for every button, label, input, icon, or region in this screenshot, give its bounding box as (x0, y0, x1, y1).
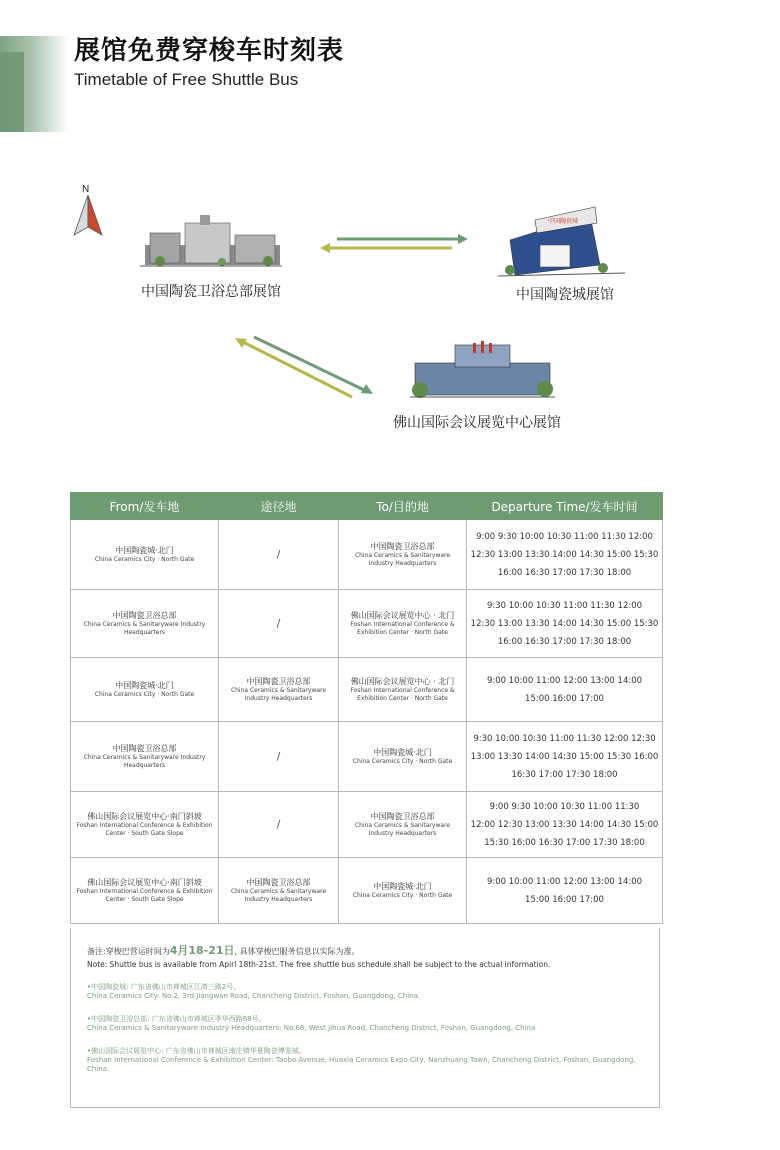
address-zh: •中国陶瓷卫浴总部: 广东省佛山市禅城区季华西路68号。 (87, 1015, 266, 1023)
header-via: 途径地 (219, 493, 339, 520)
to-cell (339, 858, 467, 924)
time-line: 9:30 10:00 10:30 11:00 11:30 12:00 (486, 600, 643, 611)
via-zh: / (276, 548, 281, 561)
times-cell (467, 590, 663, 658)
from-cell (71, 792, 219, 858)
times-cell (467, 722, 663, 792)
address-block (87, 1047, 643, 1074)
time-line: 9:00 9:30 10:00 10:30 11:00 11:30 (489, 801, 640, 812)
from-cell (71, 722, 219, 792)
header-departure-time: Departure Time/发车时间 (467, 493, 663, 520)
compass-icon (74, 195, 102, 235)
to-en: China Ceramics & Sanitaryware Industry Headquarters (354, 551, 451, 567)
from-cell (71, 858, 219, 924)
address-block (87, 983, 643, 1001)
to-en: China Ceramics City · North Gate (352, 757, 453, 765)
to-cell (339, 520, 467, 590)
notes-box (70, 928, 660, 1108)
time-line: 12:30 13:00 13:30 14:00 14:30 15:00 15:30 (470, 549, 659, 560)
from-zh: 中国陶瓷城·北门 (115, 545, 174, 555)
address-en: Foshan International Conference & Exhibition Center: Taobo Avenue, Huaxia Ceramics Expo City, Nanzhuang Town, Chancheng District, Foshan, Guangdong, China. (87, 1056, 636, 1073)
time-line: 13:00 13:30 14:00 14:30 15:00 15:30 16:00 (470, 751, 659, 762)
address-zh: •佛山国际会议展览中心: 广东省佛山市禅城区南庄镇华夏陶瓷博览城。 (87, 1047, 306, 1055)
to-zh: 佛山国际会议展览中心 · 北门 (350, 676, 455, 686)
via-zh: 中国陶瓷卫浴总部 (246, 676, 311, 686)
via-cell (219, 858, 339, 924)
address-en: China Ceramics & Sanitaryware Industry Headquarters: No.68, West Jihua Road, Chancheng District, Foshan, Guangdong, China (87, 1024, 536, 1032)
to-zh: 中国陶瓷卫浴总部 (370, 811, 435, 821)
header-from: From/发车地 (71, 493, 219, 520)
note-en: Note: Shuttle bus is available from Apirl 18th-21st. The free shuttle bus schedule shall be subject to the actual information. (87, 960, 551, 969)
time-line: 12:00 12:30 13:00 13:30 14:00 14:30 15:00 (470, 819, 659, 830)
from-cell (71, 590, 219, 658)
time-line: 9:00 9:30 10:00 10:30 11:00 11:30 12:00 (476, 531, 653, 542)
from-en: China Ceramics City · North Gate (94, 555, 195, 563)
table-row (71, 520, 663, 590)
address-zh: •中国陶瓷城: 广东省佛山市禅城区江湾三路2号。 (87, 983, 241, 991)
route-map-graphic (0, 175, 780, 445)
address-en: China Ceramics City: No.2, 3rd Jiangwan Road, Chancheng District, Foshan, Guangdong, China. (87, 992, 421, 1000)
to-en: Foshan International Conference & Exhibition Center · North Gate (350, 620, 455, 636)
place-foshan-label: 佛山国际会议展览中心展馆 (393, 415, 561, 431)
table-row (71, 722, 663, 792)
to-cell (339, 658, 467, 722)
time-line: 16:00 16:30 17:00 17:30 18:00 (497, 567, 632, 578)
time-line: 16:00 16:30 17:00 17:30 18:00 (497, 636, 632, 647)
arrow-hq-to-city (337, 234, 468, 244)
from-en: Foshan International Conference & Exhibition Center · South Gate Slope (76, 821, 213, 837)
times-cell (467, 858, 663, 924)
header-accent-bar (0, 52, 24, 132)
place-city-label: 中国陶瓷城展馆 (516, 287, 614, 303)
via-zh: / (276, 750, 281, 763)
via-zh: 中国陶瓷卫浴总部 (246, 877, 311, 887)
to-zh: 中国陶瓷卫浴总部 (370, 541, 435, 551)
from-zh: 中国陶瓷城·北门 (115, 680, 174, 690)
note-zh-prefix: 备注:穿梭巴营运时间为 (87, 947, 170, 956)
table-header-row (71, 493, 663, 520)
page-title-zh: 展馆免费穿梭车时刻表 (74, 36, 345, 66)
table-row (71, 658, 663, 722)
to-en: Foshan International Conference & Exhibition Center · North Gate (350, 686, 455, 702)
via-cell (219, 658, 339, 722)
note-zh (87, 942, 643, 958)
address-block (87, 1015, 643, 1033)
arrow-city-to-hq (320, 243, 452, 253)
from-cell (71, 658, 219, 722)
time-line: 15:30 16:00 16:30 17:00 17:30 18:00 (484, 837, 645, 848)
to-zh: 佛山国际会议展览中心 · 北门 (350, 610, 455, 620)
from-en: Foshan International Conference & Exhibition Center · South Gate Slope (76, 887, 213, 903)
via-cell (219, 520, 339, 590)
to-cell (339, 792, 467, 858)
time-line: 9:00 10:00 11:00 12:00 13:00 14:00 (486, 876, 643, 887)
time-line: 16:30 17:00 17:30 18:00 (511, 769, 618, 780)
to-cell (339, 590, 467, 658)
via-cell (219, 792, 339, 858)
arrow-hq-to-foshan (254, 337, 373, 394)
times-cell (467, 520, 663, 590)
from-zh: 中国陶瓷卫浴总部 (112, 743, 177, 753)
from-zh: 中国陶瓷卫浴总部 (112, 610, 177, 620)
timetable-table (70, 492, 663, 924)
time-line: 15:00 16:00 17:00 (525, 693, 604, 704)
via-cell (219, 722, 339, 792)
times-cell (467, 658, 663, 722)
from-zh: 佛山国际会议展览中心·南门斜坡 (87, 811, 202, 821)
hq-building-icon (140, 215, 282, 266)
to-en: China Ceramics City · North Gate (352, 891, 453, 899)
table-row (71, 858, 663, 924)
ceramics-city-sign: 中国陶瓷城 (548, 218, 579, 225)
from-en: China Ceramics City · North Gate (94, 690, 195, 698)
via-en: China Ceramics & Sanitaryware Industry Headquarters (230, 887, 327, 903)
time-line: 9:00 10:00 11:00 12:00 13:00 14:00 (486, 675, 643, 686)
ceramics-city-building-icon (498, 207, 625, 276)
place-hq-label: 中国陶瓷卫浴总部展馆 (141, 284, 281, 300)
from-en: China Ceramics & Sanitaryware Industry Headquarters (83, 620, 206, 636)
from-cell (71, 520, 219, 590)
note-zh-suffix: , 具体穿梭巴服务信息以实际为准。 (234, 947, 360, 956)
compass-north-label: N (82, 184, 90, 195)
time-line: 15:00 16:00 17:00 (525, 894, 604, 905)
note-zh-dates: 4月18-21日 (169, 944, 235, 957)
header-to: To/目的地 (339, 493, 467, 520)
route-map (0, 175, 780, 445)
times-cell (467, 792, 663, 858)
shuttle-timetable (70, 492, 662, 924)
to-en: China Ceramics & Sanitaryware Industry Headquarters (354, 821, 451, 837)
to-zh: 中国陶瓷城·北门 (373, 747, 432, 757)
via-zh: / (276, 818, 281, 831)
table-row (71, 590, 663, 658)
time-line: 12:30 13:00 13:30 14:00 14:30 15:00 15:30 (470, 618, 659, 629)
time-line: 9:30 10:00 10:30 11:00 11:30 12:00 12:30 (473, 733, 656, 744)
arrow-foshan-to-hq (235, 338, 352, 397)
from-zh: 佛山国际会议展览中心·南门斜坡 (87, 877, 202, 887)
table-row (71, 792, 663, 858)
to-cell (339, 722, 467, 792)
via-cell (219, 590, 339, 658)
to-zh: 中国陶瓷城·北门 (373, 881, 432, 891)
via-zh: / (276, 617, 281, 630)
via-en: China Ceramics & Sanitaryware Industry Headquarters (230, 686, 327, 702)
page-title-en: Timetable of Free Shuttle Bus (74, 70, 299, 89)
foshan-center-building-icon (410, 341, 555, 398)
from-en: China Ceramics & Sanitaryware Industry Headquarters (83, 753, 206, 769)
